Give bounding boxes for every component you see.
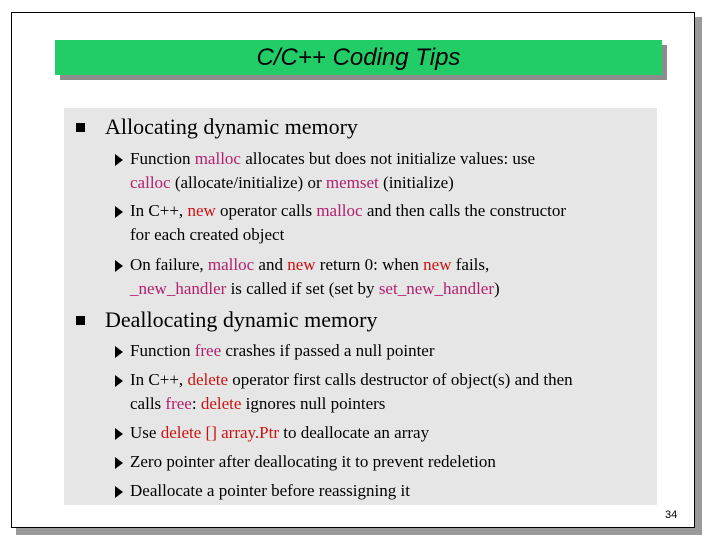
arrow-bullet-icon — [115, 154, 123, 166]
keyword-text: new — [423, 255, 452, 274]
arrow-bullet-icon — [115, 457, 123, 469]
body-text: return 0: when — [315, 255, 424, 274]
keyword-text: malloc — [316, 201, 363, 220]
bullet-line — [115, 450, 655, 474]
body-text: (initialize) — [378, 173, 454, 192]
arrow-bullet-icon — [115, 375, 123, 387]
body-text: Deallocate a pointer before reassigning it — [130, 481, 410, 500]
body-text: operator calls — [215, 201, 317, 220]
sub-bullet — [115, 368, 655, 416]
keyword-text: new — [287, 255, 316, 274]
page-number: 34 — [665, 509, 678, 521]
body-text: calls — [130, 394, 166, 413]
sub-bullet — [115, 339, 655, 363]
body-text: allocates but does not initialize values: use — [240, 149, 536, 168]
square-bullet-icon — [76, 316, 85, 325]
keyword-text: calloc — [130, 173, 171, 192]
bullet-line — [115, 223, 655, 247]
sub-bullet — [115, 199, 655, 247]
keyword-text: delete — [200, 394, 242, 413]
body-text: ) — [494, 279, 500, 298]
body-text: and — [254, 255, 288, 274]
keyword-text: set_new_handler — [378, 279, 494, 298]
body-text: fails, — [451, 255, 490, 274]
body-text: crashes if passed a null pointer — [221, 341, 435, 360]
sub-bullet — [115, 450, 655, 474]
body-text: and then calls the constructor — [362, 201, 567, 220]
section-heading: Deallocating dynamic memory — [105, 307, 378, 332]
sub-bullet — [115, 147, 655, 195]
keyword-text: free — [194, 341, 222, 360]
bullet-line — [115, 199, 655, 223]
body-text: to deallocate an array — [279, 423, 430, 442]
keyword-text: _new_handler — [130, 279, 227, 298]
section-heading: Allocating dynamic memory — [105, 114, 358, 139]
bullet-line — [115, 392, 655, 416]
sub-bullet — [115, 421, 655, 445]
sub-bullet — [115, 253, 655, 301]
body-text: operator first calls destructor of object(s) and then — [228, 370, 573, 389]
bullet-line — [115, 421, 655, 445]
bullet-line — [115, 171, 655, 195]
keyword-text: delete — [187, 370, 229, 389]
arrow-bullet-icon — [115, 260, 123, 272]
body-text: Zero pointer after deallocating it to prevent redeletion — [130, 452, 496, 471]
bullet-line — [115, 368, 655, 392]
bullet-line — [115, 479, 655, 503]
keyword-text: memset — [325, 173, 379, 192]
body-text: : — [191, 394, 201, 413]
body-text: In C++, — [130, 201, 188, 220]
arrow-bullet-icon — [115, 428, 123, 440]
body-text: (allocate/initialize) or — [170, 173, 326, 192]
body-text: for each created object — [130, 225, 285, 244]
bullet-line — [115, 147, 655, 171]
sub-bullet — [115, 479, 655, 503]
body-text: Function — [130, 341, 195, 360]
body-text: Function — [130, 149, 195, 168]
bullet-line — [115, 277, 655, 301]
keyword-text: malloc — [207, 255, 255, 274]
body-text: ignores null pointers — [241, 394, 386, 413]
keyword-text: delete [] array.Ptr — [160, 423, 280, 442]
keyword-text: new — [187, 201, 216, 220]
title-bar — [55, 40, 662, 75]
arrow-bullet-icon — [115, 486, 123, 498]
square-bullet-icon — [76, 123, 85, 132]
bullet-line — [115, 339, 655, 363]
keyword-text: malloc — [194, 149, 241, 168]
body-text: is called if set (set by — [226, 279, 379, 298]
body-text: On failure, — [130, 255, 208, 274]
arrow-bullet-icon — [115, 206, 123, 218]
slide-title: C/C++ Coding Tips — [256, 43, 461, 71]
arrow-bullet-icon — [115, 346, 123, 358]
keyword-text: free — [165, 394, 192, 413]
body-text: In C++, — [130, 370, 188, 389]
bullet-line — [115, 253, 655, 277]
body-text: Use — [130, 423, 161, 442]
